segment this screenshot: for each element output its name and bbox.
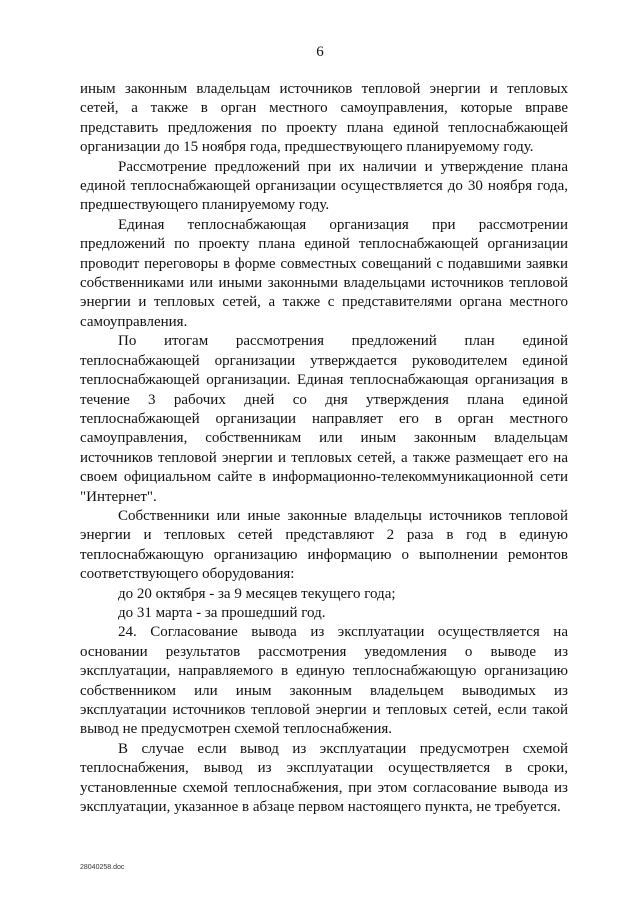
paragraph-plan-approval: По итогам рассмотрения предложений план единой теплоснабжающей организации утверждается руководителем единой теплоснабжающей организации. Единая теплоснабжающая организация в течение 3 рабочих дней со дня утверждения плана единой теплоснабжающей организации направляет его в орган местного самоуправления, собственникам или иным законным владельцам источников тепловой энергии и тепловых сетей, а также размещает его на своем официальном сайте в информационно-телекоммуникационной сети "Интернет".	[80, 333, 568, 505]
list-item-october: до 20 октября - за 9 месяцев текущего года;	[118, 585, 396, 602]
paragraph-item-24: 24. Согласование вывода из эксплуатации осуществляется на основании результатов рассмотрения уведомления о выводе из эксплуатации, направляемого в единую теплоснабжающую организацию собственником или иным законным владельцем выводимых из эксплуатации источников тепловой энергии и тепловых сетей, если такой вывод не предусмотрен схемой теплоснабжения.	[80, 624, 568, 738]
paragraph-repair-reports: Собственники или иные законные владельцы источников тепловой энергии и тепловых сетей представляют 2 раза в год в единую теплоснабжающую организацию информацию о выполнении ремонтов соответствующего оборудования:	[80, 507, 568, 583]
paragraph-continuation: иным законным владельцам источников тепловой энергии и тепловых сетей, а также в орган местного самоуправления, которые вправе представить предложения по проекту плана единой теплоснабжающей организации до 15 ноября года, предшествующего планируемому году.	[80, 81, 568, 156]
paragraph-negotiations: Единая теплоснабжающая организация при рассмотрении предложений по проекту плана единой теплоснабжающей организации проводит переговоры в форме совместных совещаний с подавшими заявки собственниками или иными законными владельцами источников тепловой энергии и тепловых сетей, а также с представителями органа местного самоуправления.	[80, 216, 568, 330]
list-item-march: до 31 марта - за прошедший год.	[118, 604, 326, 621]
paragraph-scheme-exception: В случае если вывод из эксплуатации предусмотрен схемой теплоснабжения, вывод из эксплуатации осуществляется в сроки, установленные схемой теплоснабжения, при этом согласование вывода из эксплуатации, указанное в абзаце первом настоящего пункта, не требуется.	[80, 740, 568, 816]
page-number: 6	[316, 44, 324, 60]
footer-doc-id: 28040258.doc	[80, 864, 125, 871]
paragraph-review-deadline: Рассмотрение предложений при их наличии и утверждение плана единой теплоснабжающей организации осуществляется до 30 ноября года, предшествующего планируемому году.	[80, 158, 568, 214]
document-body	[80, 80, 568, 817]
